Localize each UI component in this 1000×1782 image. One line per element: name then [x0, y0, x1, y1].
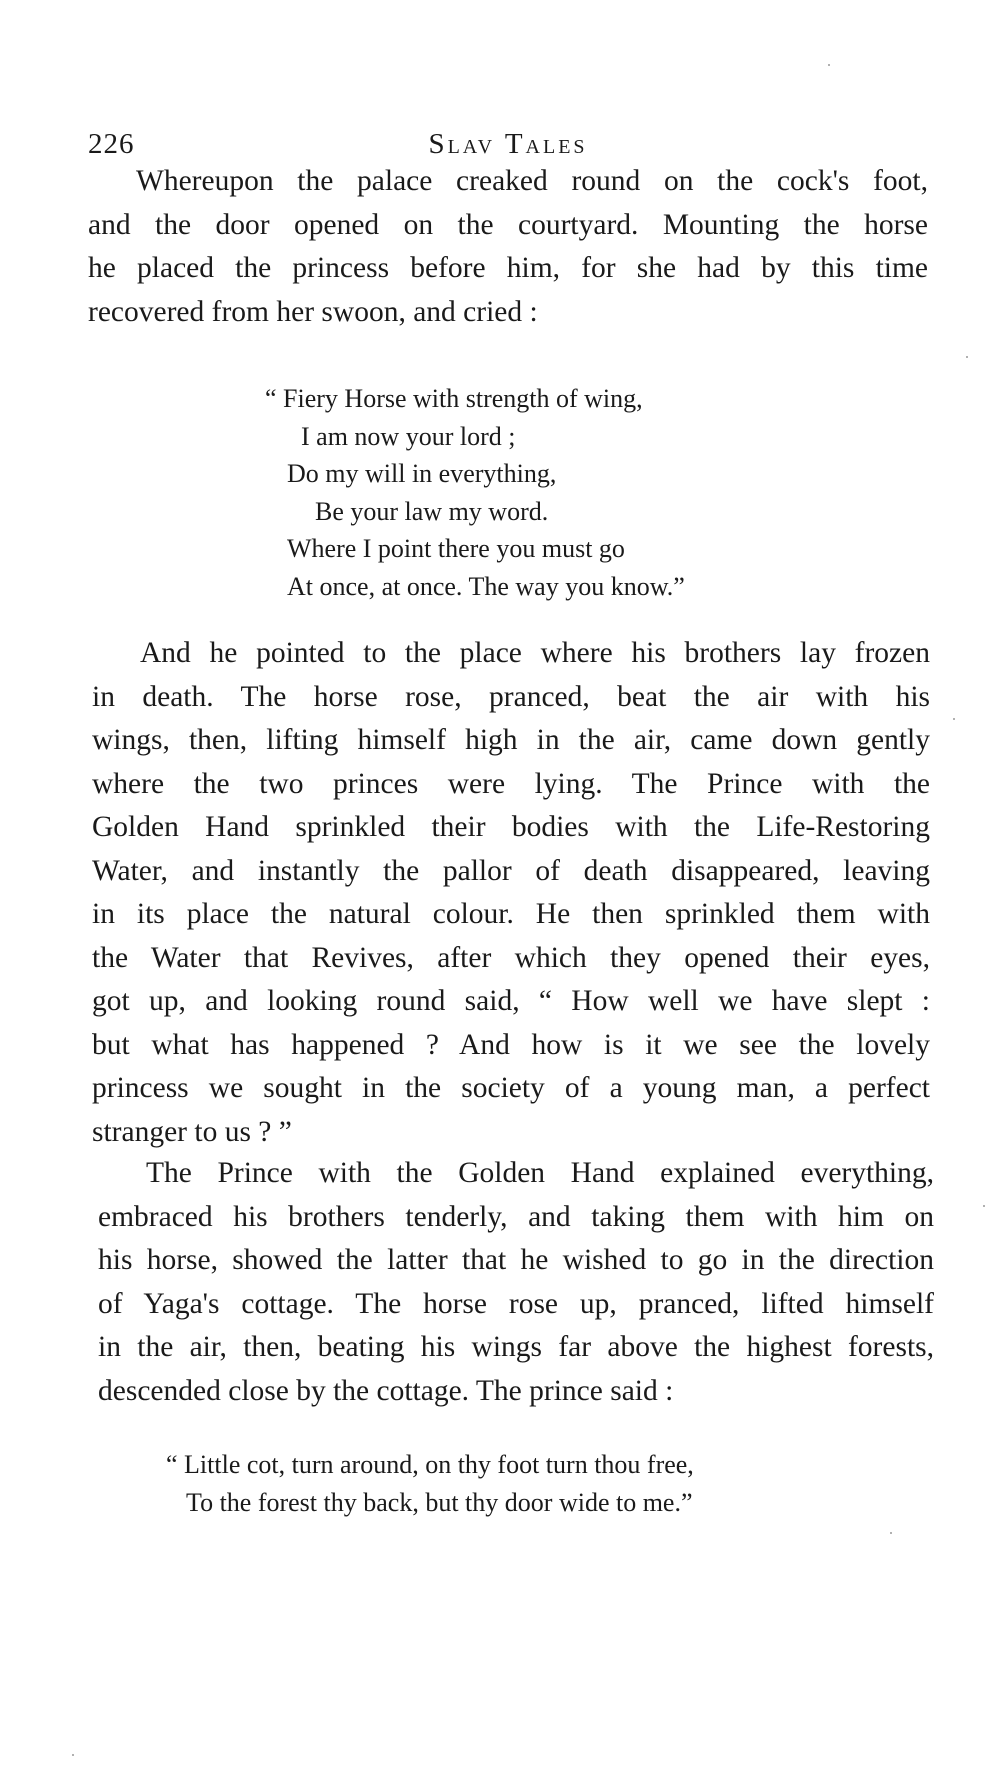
scan-speck	[72, 1754, 74, 1756]
verse-2	[166, 1446, 886, 1521]
verse-line: I am now your lord ;	[301, 421, 516, 451]
text-line: Water, and instantly the pallor of death disappeared, leaving	[92, 854, 930, 887]
text-line: The Prince with the Golden Hand explained everything,	[146, 1157, 934, 1189]
paragraph-3	[98, 1152, 934, 1413]
text-line: the Water that Revives, after which they opened their eyes,	[92, 941, 930, 974]
text-line: Golden Hand sprinkled their bodies with the Life-Restoring	[92, 811, 930, 843]
verse-line: “ Little cot, turn around, on thy foot turn thou free,	[166, 1450, 694, 1479]
text-line: where the two princes were lying. The Prince with the	[92, 767, 930, 800]
verse-line: “ Fiery Horse with strength of wing,	[265, 384, 643, 413]
verse-1	[265, 380, 825, 605]
text-line: descended close by the cottage. The prince said :	[98, 1374, 674, 1407]
verse-line: Be your law my word.	[315, 496, 549, 526]
text-line: and the door opened on the courtyard. Mounting the horse	[88, 208, 928, 241]
text-line: in death. The horse rose, pranced, beat the air with his	[92, 680, 930, 713]
verse-line: To the forest thy back, but thy door wide to me.”	[186, 1487, 693, 1517]
running-title: Slav Tales	[428, 128, 588, 160]
verse-line: At once, at once. The way you know.”	[287, 571, 685, 601]
text-line: his horse, showed the latter that he wished to go in the direction	[98, 1244, 934, 1276]
text-line: Whereupon the palace creaked round on the cock's foot,	[136, 165, 928, 197]
text-line: in its place the natural colour. He then sprinkled them with	[92, 898, 930, 930]
paragraph-2	[92, 632, 930, 1154]
verse-line: Where I point there you must go	[287, 534, 625, 563]
text-line: recovered from her swoon, and cried :	[88, 295, 538, 328]
text-line: in the air, then, beating his wings far above the highest forests,	[98, 1331, 934, 1363]
scan-speck	[953, 718, 955, 720]
text-line: stranger to us ? ”	[92, 1115, 292, 1148]
text-line: embraced his brothers tenderly, and taking them with him on	[98, 1200, 934, 1233]
text-line: he placed the princess before him, for she had by this time	[88, 252, 928, 284]
page-number: 226	[88, 128, 135, 160]
scan-speck	[966, 356, 968, 358]
text-line: And he pointed to the place where his brothers lay frozen	[140, 637, 930, 669]
text-line: princess we sought in the society of a young man, a perfect	[92, 1072, 930, 1104]
text-line: wings, then, lifting himself high in the air, came down gently	[92, 724, 930, 756]
scan-speck	[890, 1532, 892, 1534]
text-line: got up, and looking round said, “ How well we have slept :	[92, 985, 930, 1017]
scan-speck	[828, 64, 830, 66]
verse-line: Do my will in everything,	[287, 459, 557, 488]
scan-speck	[983, 1205, 985, 1207]
paragraph-1	[88, 160, 928, 334]
text-line: but what has happened ? And how is it we see the lovely	[92, 1028, 930, 1061]
text-line: of Yaga's cottage. The horse rose up, pranced, lifted himself	[98, 1287, 934, 1320]
